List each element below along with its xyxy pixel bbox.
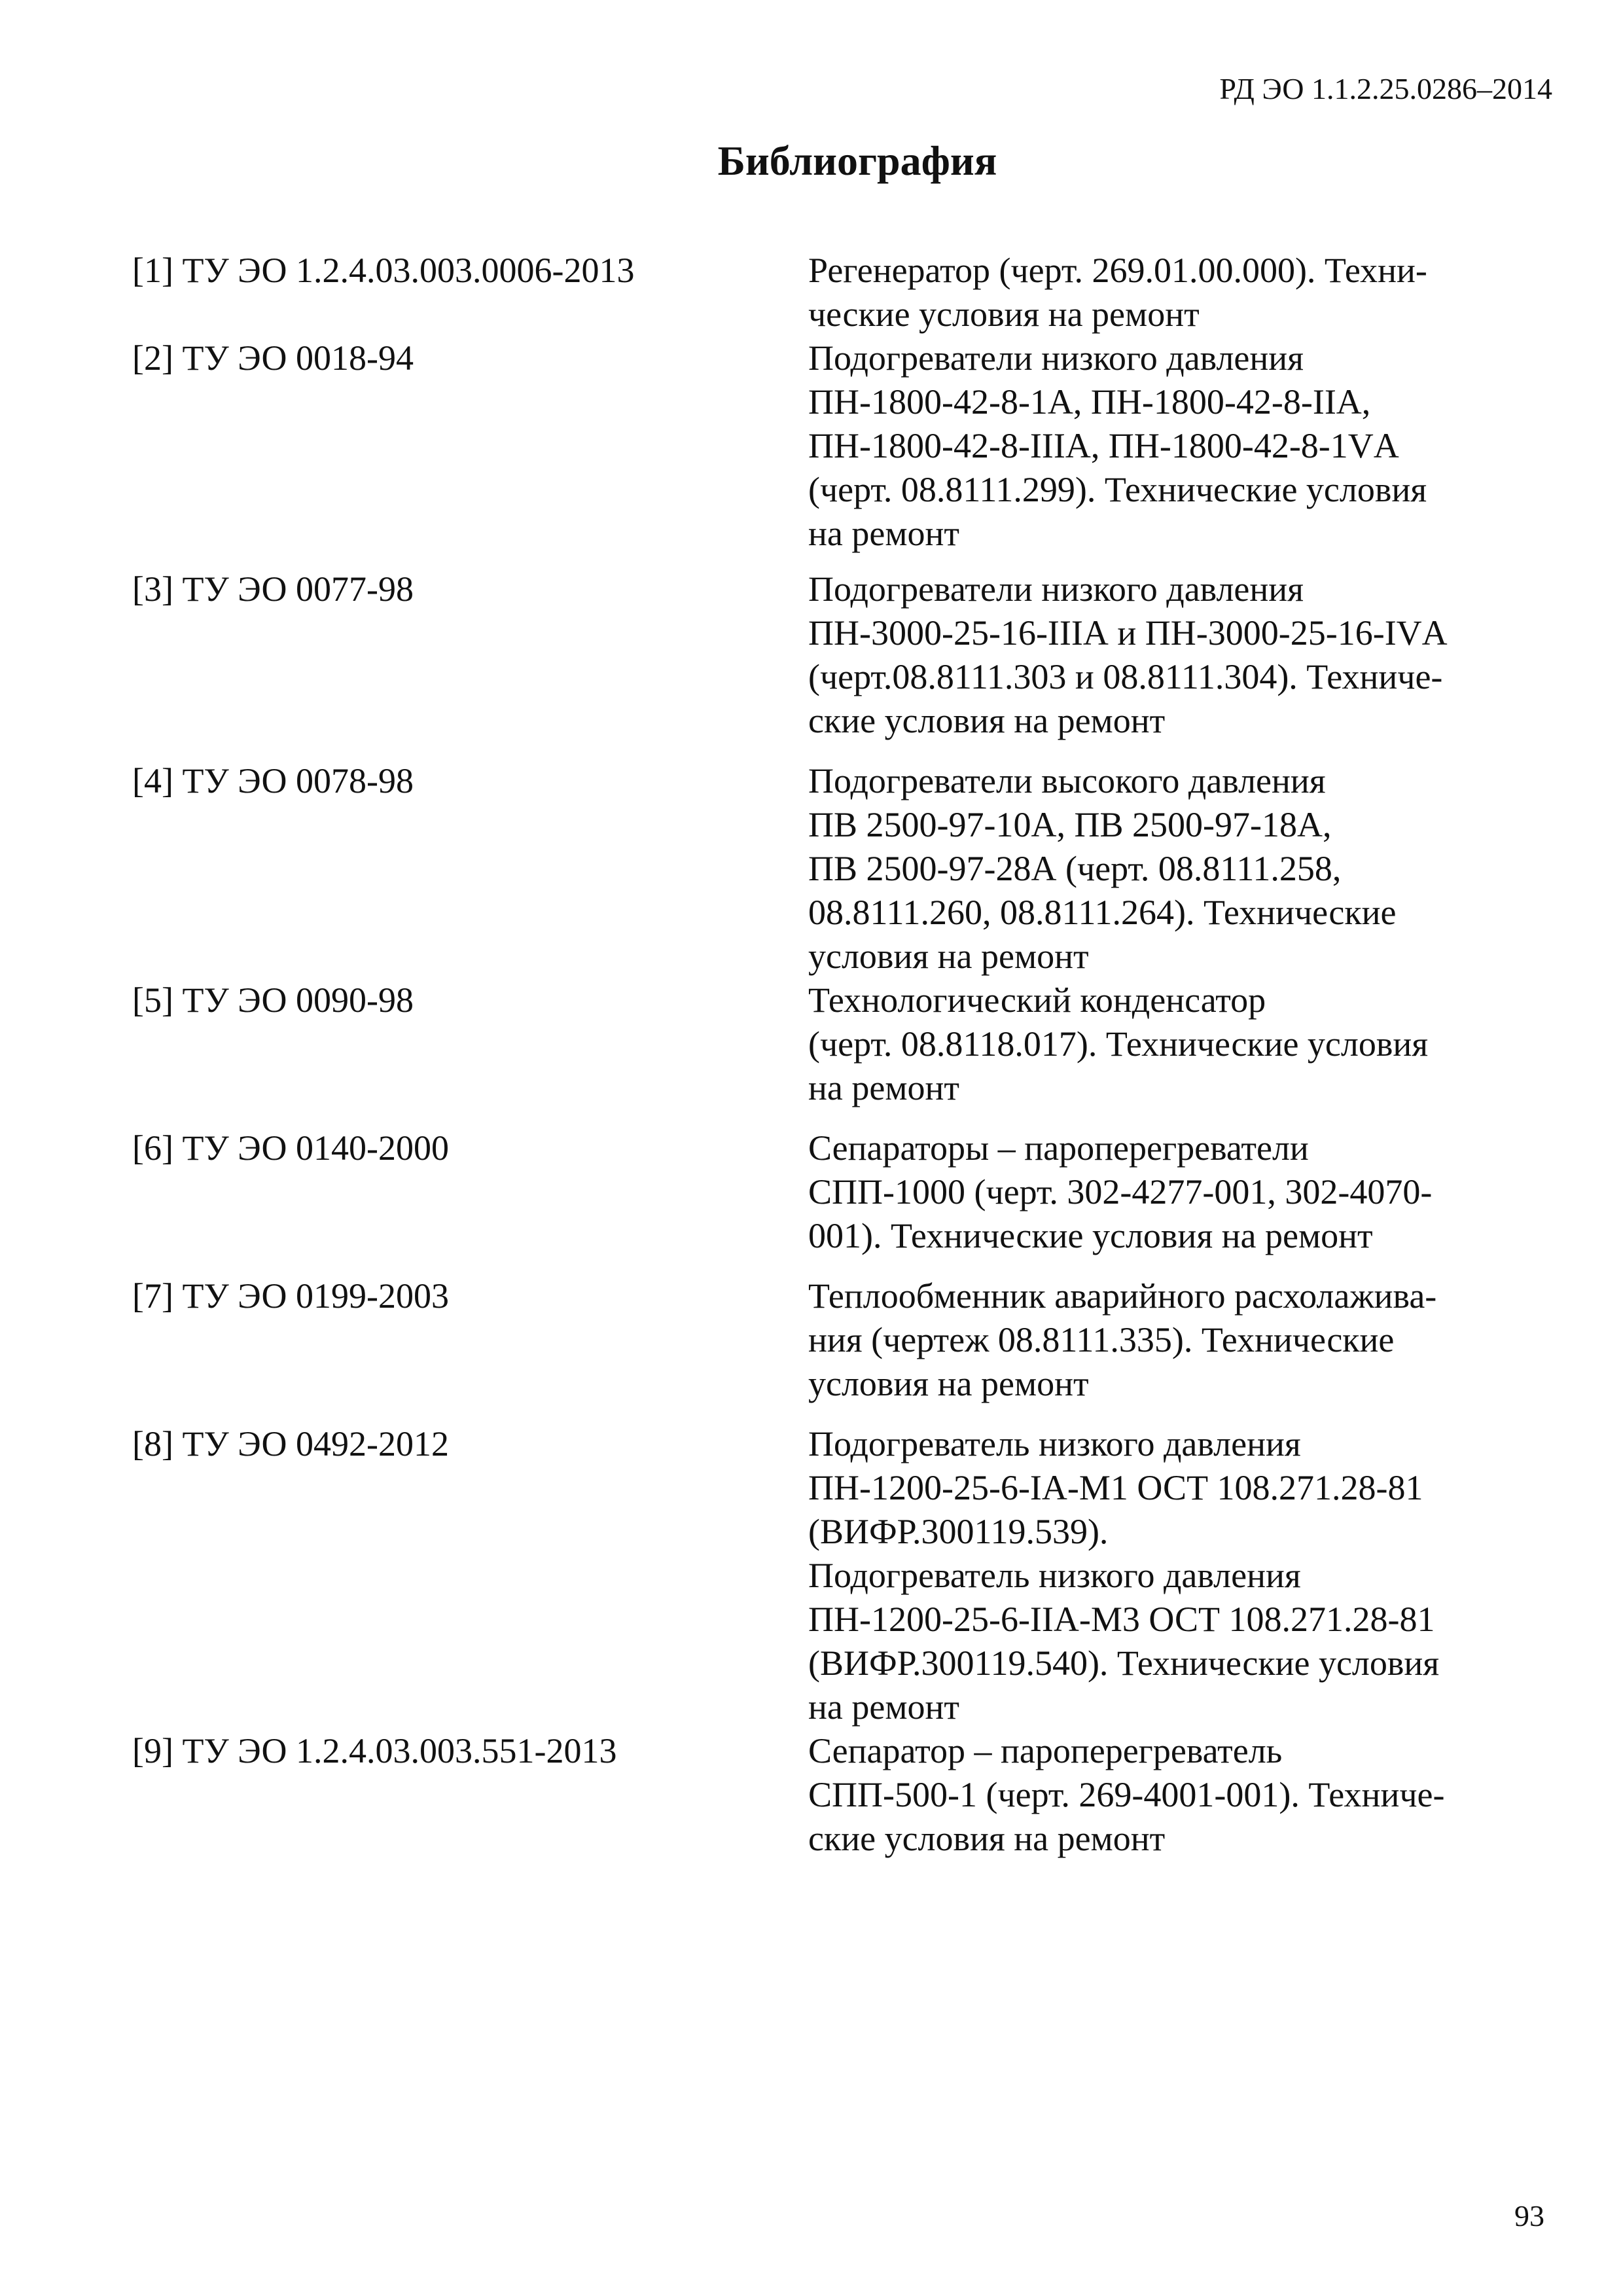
bibliography-entry — [132, 336, 1572, 556]
description-line: ПН-1800-42-8-IIIА, ПН-1800-42-8-1VА — [808, 426, 1399, 465]
entry-description — [808, 249, 1572, 336]
entry-reference: [7] ТУ ЭО 0199-2003 — [132, 1276, 449, 1316]
entry-description — [808, 1729, 1572, 1861]
description-line: условия на ремонт — [808, 1364, 1089, 1403]
description-line: 08.8111.260, 08.8111.264). Технические — [808, 893, 1397, 932]
description-line: ния (чертеж 08.8111.335). Технические — [808, 1320, 1395, 1359]
document-code-header: РД ЭО 1.1.2.25.0286–2014 — [1219, 72, 1552, 105]
description-line: СПП-1000 (черт. 302-4277-001, 302-4070- — [808, 1172, 1433, 1211]
bibliography-entry — [132, 978, 1572, 1110]
description-line: (черт.08.8111.303 и 08.8111.304). Техниче- — [808, 657, 1443, 696]
description-line: ческие условия на ремонт — [808, 295, 1200, 334]
description-line: Подогреватель низкого давления — [808, 1424, 1301, 1463]
description-line: Подогреватели низкого давления — [808, 338, 1304, 378]
entry-reference: [3] ТУ ЭО 0077-98 — [132, 569, 414, 609]
entry-reference: [6] ТУ ЭО 0140-2000 — [132, 1128, 449, 1168]
description-line: на ремонт — [808, 514, 960, 553]
description-line: (ВИФР.300119.540). Технические условия — [808, 1643, 1440, 1683]
bibliography-entry — [132, 249, 1572, 336]
entry-reference: [2] ТУ ЭО 0018-94 — [132, 338, 414, 378]
bibliography-entry — [132, 1422, 1572, 1729]
description-line: на ремонт — [808, 1068, 960, 1107]
entry-description — [808, 567, 1572, 743]
description-line: (черт. 08.8118.017). Технические условия — [808, 1024, 1429, 1064]
bibliography-entry — [132, 1126, 1572, 1258]
description-line: Подогреватели низкого давления — [808, 569, 1304, 609]
description-line: Теплообменник аварийного расхолажива- — [808, 1276, 1437, 1316]
description-line: ские условия на ремонт — [808, 1819, 1166, 1858]
bibliography-entry — [132, 567, 1572, 743]
description-line: ские условия на ремонт — [808, 701, 1166, 740]
description-line: Сепараторы – пароперегреватели — [808, 1128, 1309, 1168]
entry-reference: [9] ТУ ЭО 1.2.4.03.003.551-2013 — [132, 1731, 617, 1770]
entry-description — [808, 1126, 1572, 1258]
entry-description — [808, 978, 1572, 1110]
bibliography-entry — [132, 759, 1572, 978]
description-line: 001). Технические условия на ремонт — [808, 1216, 1373, 1255]
entry-reference: [5] ТУ ЭО 0090-98 — [132, 980, 414, 1020]
description-line: Подогреватели высокого давления — [808, 761, 1326, 800]
description-line: СПП-500-1 (черт. 269-4001-001). Техниче- — [808, 1775, 1445, 1814]
description-line: ПВ 2500-97-28А (черт. 08.8111.258, — [808, 849, 1342, 888]
description-line: Регенератор (черт. 269.01.00.000). Техни- — [808, 251, 1427, 290]
description-line: ПН-1200-25-6-IА-М1 ОСТ 108.271.28-81 — [808, 1468, 1423, 1507]
entry-description — [808, 1422, 1572, 1729]
description-line: (черт. 08.8111.299). Технические условия — [808, 470, 1427, 509]
page-title: Библиография — [717, 137, 997, 184]
description-line: ПН-1800-42-8-1А, ПН-1800-42-8-IIА, — [808, 382, 1371, 422]
entry-description — [808, 759, 1572, 978]
entry-description — [808, 1274, 1572, 1406]
entry-reference: [1] ТУ ЭО 1.2.4.03.003.0006-2013 — [132, 251, 635, 290]
description-line: ПН-1200-25-6-IIА-М3 ОСТ 108.271.28-81 — [808, 1600, 1435, 1639]
description-line: ПН-3000-25-16-IIIА и ПН-3000-25-16-IVА — [808, 613, 1448, 653]
description-line: Подогреватель низкого давления — [808, 1556, 1301, 1595]
bibliography-entry — [132, 1729, 1572, 1861]
entry-reference: [4] ТУ ЭО 0078-98 — [132, 761, 414, 800]
page-number: 93 — [1514, 2199, 1544, 2233]
description-line: условия на ремонт — [808, 937, 1089, 976]
entry-reference: [8] ТУ ЭО 0492-2012 — [132, 1424, 449, 1463]
description-line: (ВИФР.300119.539). — [808, 1512, 1109, 1551]
bibliography-list — [132, 249, 1572, 1861]
description-line: Технологический конденсатор — [808, 980, 1266, 1020]
description-line: ПВ 2500-97-10А, ПВ 2500-97-18А, — [808, 805, 1332, 844]
description-line: Сепаратор – пароперегреватель — [808, 1731, 1283, 1770]
description-line: на ремонт — [808, 1687, 960, 1727]
entry-description — [808, 336, 1572, 556]
bibliography-entry — [132, 1274, 1572, 1406]
